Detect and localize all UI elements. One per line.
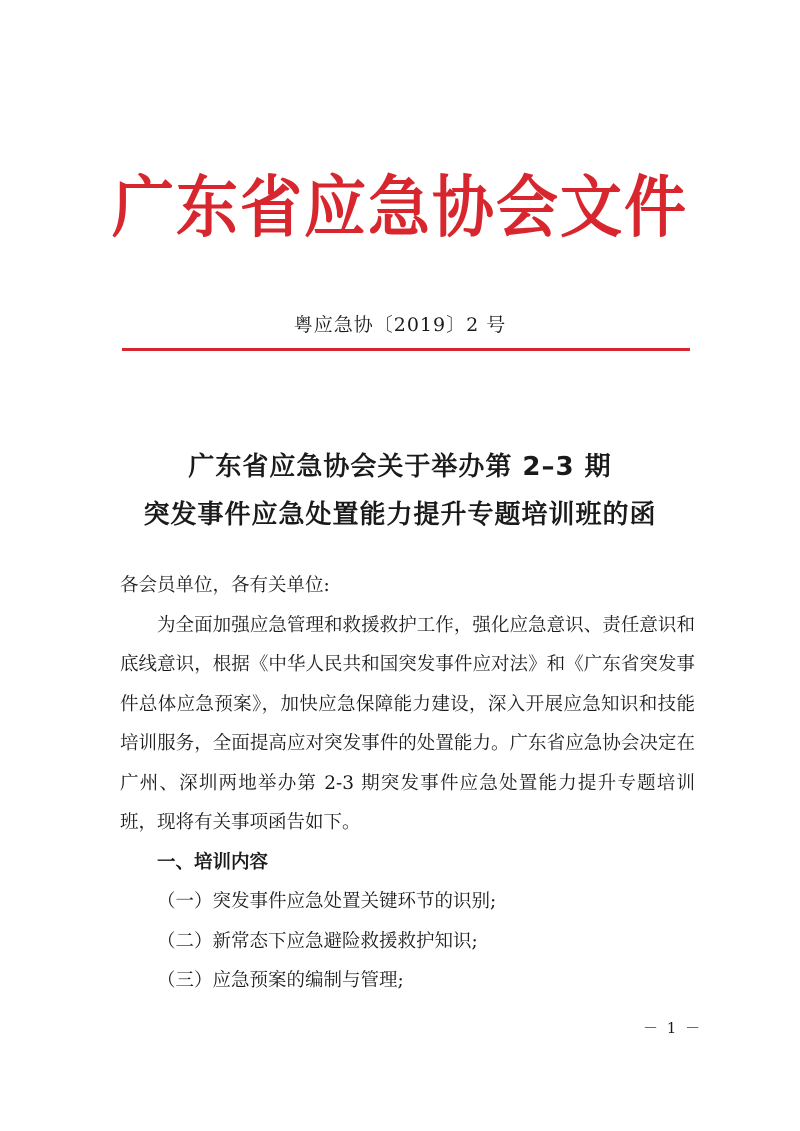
red-divider [122,348,690,351]
intro-paragraph: 为全面加强应急管理和救援救护工作，强化应急意识、责任意识和底线意识，根据《中华人民共和国突发事件应对法》和《广东省突发事件总体应急预案》，加快应急保障能力建设，深入开展应急知识和技能培训服务，全面提高应对突发事件的处置能力。广东省应急协会决定在广州、深圳两地举办第 2-3 期突发事件应急处置能力提升专题培训班，现将有关事项函告如下。 [120,614,695,833]
list-item: （三）应急预案的编制与管理; [157,970,404,991]
page-number: － 1 － [643,1019,703,1037]
list-item: （二）新常态下应急避险救援救护知识; [157,930,478,952]
section-heading-training-content: 一、培训内容 [157,851,269,873]
list-item: （一）突发事件应急处置关键环节的识别; [157,891,497,912]
title-line-1: 广东省应急协会关于举办第 2–3 期 [188,452,612,482]
document-body [120,566,695,1001]
masthead: 广东省应急协会文件 [111,168,688,247]
title-line-2: 突发事件应急处置能力提升专题培训班的函 [143,500,657,530]
document-title [0,443,800,539]
document-number: 粤应急协〔2019〕2 号 [293,314,507,336]
salutation: 各会员单位，各有关单位: [120,575,330,596]
